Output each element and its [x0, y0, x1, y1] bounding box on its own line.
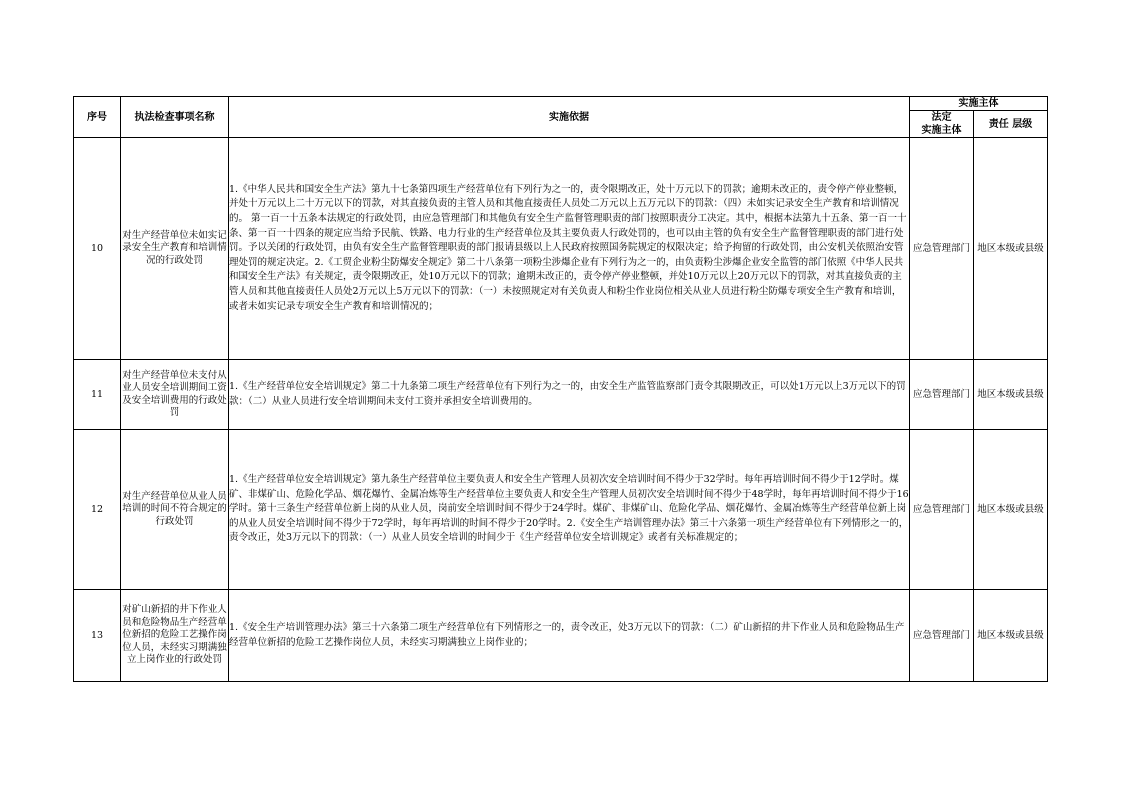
row-level: 地区本级或县级 [974, 590, 1048, 682]
row-dept: 应急管理部门 [910, 360, 974, 430]
row-item-name: 对生产经营单位未如实记录安全生产教育和培训情况的行政处罚 [121, 138, 229, 360]
table-row [74, 360, 1048, 430]
row-seq: 12 [74, 430, 121, 590]
row-item-name: 对生产经营单位从业人员培训的时间不符合规定的行政处罚 [121, 430, 229, 590]
table-row [74, 138, 1048, 360]
header-responsibility-level: 责任 层级 [974, 111, 1048, 138]
header-subject: 实施主体 [910, 97, 1048, 111]
row-level: 地区本级或县级 [974, 430, 1048, 590]
row-item-name: 对矿山新招的井下作业人员和危险物品生产经营单位新招的危险工艺操作岗位人员，未经实习期满独立上岗作业的行政处罚 [121, 590, 229, 682]
header-basis: 实施依据 [229, 97, 910, 138]
row-basis: 1.《生产经营单位安全培训规定》第二十九条第二项生产经营单位有下列行为之一的，由安全生产监管监察部门责令其限期改正，可以处1万元以上3万元以下的罚款：（二）从业人员进行安全培训期间未支付工资并承担安全培训费用的。 [229, 360, 910, 430]
row-seq: 10 [74, 138, 121, 360]
row-dept: 应急管理部门 [910, 138, 974, 360]
row-dept: 应急管理部门 [910, 590, 974, 682]
row-basis: 1.《中华人民共和国安全生产法》第九十七条第四项生产经营单位有下列行为之一的，责令限期改正，处十万元以下的罚款；逾期未改正的，责令停产停业整顿，并处十万元以上二十万元以下的罚款，对其直接负责的主管人员和其他直接责任人员处二万元以上五万元以下的罚款：（四）未如实记录安全生产教育和培训情况的。 第一百一十五条本法规定的行政处罚，由应急管理部门和其他负有安全生产监督管理职责的部门按照职责分工决定。其中，根据本法第九十五条、第一百一十条、第一百一十四条的规定应当给予民航、铁路、电力行业的生产经营单位及其主要负责人行政处罚的，也可以由主管的负有安全生产监督管理职责的部门进行处罚。予以关闭的行政处罚，由负有安全生产监督管理职责的部门报请县级以上人民政府按照国务院规定的权限决定；给予拘留的行政处罚，由公安机关依照治安管理处罚的规定决定。2.《工贸企业粉尘防爆安全规定》第二十八条第一项粉尘涉爆企业有下列行为之一的，由负责粉尘涉爆企业安全监管的部门依照《中华人民共和国安全生产法》有关规定，责令限期改正，处10万元以下的罚款；逾期未改正的，责令停产停业整顿，并处10万元以上20万元以下的罚款，对其直接负责的主管人员和其他直接责任人员处2万元以上5万元以下的罚款：（一）未按照规定对有关负责人和粉尘作业岗位相关从业人员进行粉尘防爆专项安全生产教育和培训，或者未如实记录专项安全生产教育和培训情况的； [229, 138, 910, 360]
row-basis: 1.《安全生产培训管理办法》第三十六条第二项生产经营单位有下列情形之一的，责令改正，处3万元以下的罚款：（二）矿山新招的井下作业人员和危险物品生产经营单位新招的危险工艺操作岗位人员，未经实习期满独立上岗作业的； [229, 590, 910, 682]
row-seq: 11 [74, 360, 121, 430]
row-seq: 13 [74, 590, 121, 682]
row-level: 地区本级或县级 [974, 360, 1048, 430]
row-item-name: 对生产经营单位未支付从业人员安全培训期间工资及安全培训费用的行政处罚 [121, 360, 229, 430]
row-dept: 应急管理部门 [910, 430, 974, 590]
row-level: 地区本级或县级 [974, 138, 1048, 360]
table-row [74, 430, 1048, 590]
header-seq: 序号 [74, 97, 121, 138]
enforcement-table [73, 96, 1048, 682]
row-basis: 1.《生产经营单位安全培训规定》第九条生产经营单位主要负责人和安全生产管理人员初次安全培训时间不得少于32学时。每年再培训时间不得少于12学时。煤矿、非煤矿山、危险化学品、烟花爆竹、金属冶炼等生产经营单位主要负责人和安全生产管理人员初次安全培训时间不得少于48学时，每年再培训时间不得少于16学时。第十三条生产经营单位新上岗的从业人员，岗前安全培训时间不得少于24学时。煤矿、非煤矿山、危险化学品、烟花爆竹、金属冶炼等生产经营单位新上岗的从业人员安全培训时间不得少于72学时，每年再培训的时间不得少于20学时。2.《安全生产培训管理办法》第三十六条第一项生产经营单位有下列情形之一的，责令改正，处3万元以下的罚款：（一）从业人员安全培训的时间少于《生产经营单位安全培训规定》或者有关标准规定的； [229, 430, 910, 590]
header-legal-subject: 法定 实施主体 [910, 111, 974, 138]
header-item-name: 执法检查事项名称 [121, 97, 229, 138]
table-row [74, 590, 1048, 682]
